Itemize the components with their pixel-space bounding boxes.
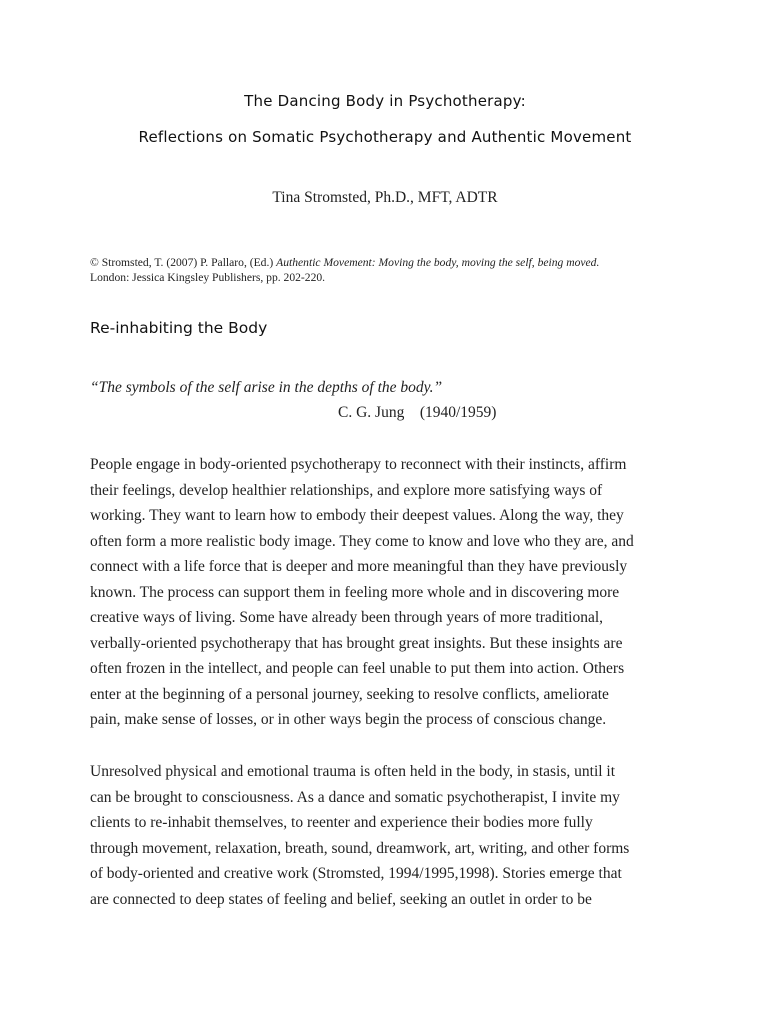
text-line: Unresolved physical and emotional trauma is often held in the body, in stasis, until it xyxy=(90,763,616,780)
text-line: working. They want to learn how to embody their deepest values. Along the way, they xyxy=(90,507,624,524)
paragraph-2 xyxy=(90,759,690,912)
text-line: People engage in body-oriented psychotherapy to reconnect with their instincts, affirm xyxy=(90,456,627,473)
text-line: creative ways of living. Some have already been through years of more traditional, xyxy=(90,609,604,626)
text-line: through movement, relaxation, breath, sound, dreamwork, art, writing, and other forms xyxy=(90,839,630,857)
text-line: often form a more realistic body image. They come to know and love who they are, and xyxy=(90,532,634,550)
text-line: often frozen in the intellect, and people can feel unable to put them into action. Others xyxy=(90,660,625,677)
citation-book-title: Authentic Movement: Moving the body, moving the self, being moved. xyxy=(276,256,600,269)
document-title: The Dancing Body in Psychotherapy: xyxy=(244,92,526,110)
text-line: of body-oriented and creative work (Stromsted, 1994/1995,1998). Stories emerge that xyxy=(90,865,622,882)
text-line: connect with a life force that is deeper and more meaningful than they have previously xyxy=(90,558,628,575)
text-line: enter at the beginning of a personal journey, seeking to resolve conflicts, ameliorate xyxy=(90,685,609,703)
text-line: can be brought to consciousness. As a dance and somatic psychotherapist, I invite my xyxy=(90,788,620,806)
paragraph-1 xyxy=(90,452,690,733)
citation-publisher: London: Jessica Kingsley Publishers, pp. 202-220. xyxy=(90,271,326,284)
section-heading: Re-inhabiting the Body xyxy=(90,319,268,337)
text-line: their feelings, develop healthier relationships, and explore more satisfying ways of xyxy=(90,481,603,499)
document-subtitle: Reflections on Somatic Psychotherapy and Authentic Movement xyxy=(138,128,632,146)
text-line: are connected to deep states of feeling and belief, seeking an outlet in order to be xyxy=(90,890,592,908)
text-line: pain, make sense of losses, or in other ways begin the process of conscious change. xyxy=(90,711,607,728)
epigraph-quote: “The symbols of the self arise in the depths of the body.” xyxy=(90,379,443,396)
citation-prefix: © Stromsted, T. (2007) P. Pallaro, (Ed.) xyxy=(90,256,277,269)
text-line: clients to re-inhabit themselves, to reenter and experience their bodies more fully xyxy=(90,814,593,831)
text-line: verbally-oriented psychotherapy that has brought great insights. But these insights are xyxy=(90,634,623,652)
text-line: known. The process can support them in feeling more whole and in discovering more xyxy=(90,583,620,601)
author-line: Tina Stromsted, Ph.D., MFT, ADTR xyxy=(272,189,498,206)
citation xyxy=(90,255,690,285)
epigraph-attribution: C. G. Jung (1940/1959) xyxy=(338,404,497,421)
